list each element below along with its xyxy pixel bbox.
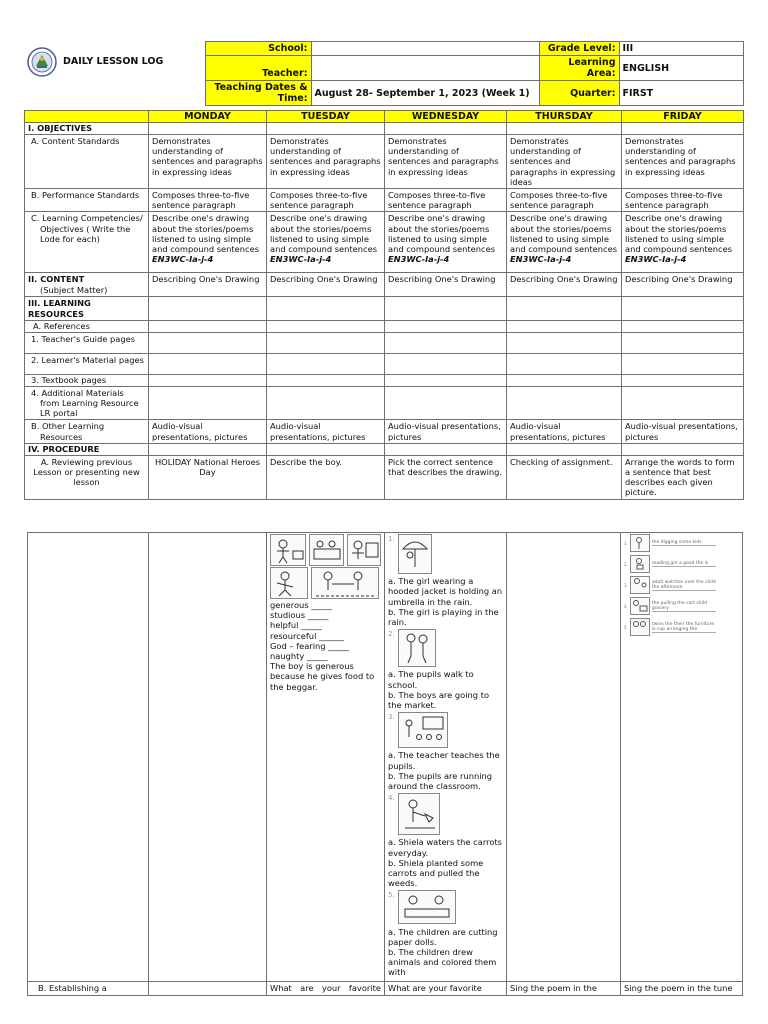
other-resources-thursday: Audio-visual presentations, pictures [507,420,622,443]
header-logo-cell [24,42,205,106]
learners-material-label: 2. Learner's Material pages [25,353,149,374]
competency-thursday: Describe one's drawing about the stories/poems listened to using simple and compound sentences EN3WC-Ia-j-4 [507,212,622,273]
other-resources-friday: Audio-visual presentations, pictures [622,420,744,443]
girl-umbrella-icon [398,534,432,574]
teacher-class-icon [398,712,448,748]
adult-child-icon [630,576,650,594]
header-table [24,41,744,106]
establishing-monday [149,981,267,995]
trait-word-2: studious _____ [270,610,329,621]
continuation-thursday [507,533,621,982]
content-standard-monday: Demonstrates understanding of sentences and paragraphs in expressing ideas [149,135,267,189]
teaching-dates-label: Teaching Dates & Time: [205,81,311,106]
additional-materials-label: 4. Additional Materials from Learning Resource LR portal [25,386,149,420]
performance-monday: Composes three-to-five sentence paragraph [149,189,267,212]
content-friday: Describing One's Drawing [622,273,744,297]
continuation-tuesday [267,533,385,982]
learning-area-value: ENGLISH [619,56,743,81]
teacher-label: Teacher: [205,56,311,81]
lesson-log-table [24,110,744,500]
performance-tuesday: Composes three-to-five sentence paragraph [267,189,385,212]
teacher-value [311,56,539,81]
content-standard-friday: Demonstrates understanding of sentences and paragraphs in expressing ideas [622,135,744,189]
day-header-tuesday: TUESDAY [267,111,385,123]
example-sentence: The boy is generous because he gives food to the beggar. [270,661,375,692]
girl-watering-icon [398,793,440,835]
performance-friday: Composes three-to-five sentence paragraph [622,189,744,212]
day-header-monday: MONDAY [149,111,267,123]
arrange-item: 4. the pulling the cart child grocery [624,597,739,615]
content-thursday: Describing One's Drawing [507,273,622,297]
learning-area-label: Learning Area: [539,56,619,81]
competency-friday: Describe one's drawing about the stories/poems listened to using simple and compound sentences EN3WC-Ia-j-4 [622,212,744,273]
question-item: 5. a. The children are cutting paper dolls. b. The children drew animals and colored them with [388,891,498,978]
day-header-thursday: THURSDAY [507,111,622,123]
boy-drawing-3-icon [347,534,381,566]
competency-monday: Describe one's drawing about the stories/poems listened to using simple and compound sentences EN3WC-Ia-j-4 [149,212,267,273]
grade-level-label: Grade Level: [539,42,619,56]
kids-digging-icon [630,534,650,552]
question-item: 1. a. The girl wearing a hooded jacket is holding an umbrella in the rain. b. The girl is playing in the rain. [388,535,503,628]
content-standards-label: A. Content Standards [25,135,149,189]
trait-word-1: generous _____ [270,600,332,610]
continuation-label-cell [28,533,149,982]
continuation-friday [621,533,743,982]
child-cart-icon [630,597,650,615]
procedure-heading: IV. PROCEDURE [25,443,149,455]
competency-tuesday: Describe one's drawing about the stories/poems listened to using simple and compound sentences EN3WC-Ia-j-4 [267,212,385,273]
performance-standards-label: B. Performance Standards [25,189,149,212]
pupils-walking-icon [398,629,436,667]
review-thursday: Checking of assignment. [507,455,622,499]
continuation-monday [149,533,267,982]
establishing-thursday: Sing the poem in the [507,981,621,995]
arrange-item: 3. adult watches over the child the afternoon [624,576,739,594]
quarter-label: Quarter: [539,81,619,106]
deped-seal-icon [27,47,57,77]
children-cutting-icon [398,890,456,924]
trait-word-4: resourceful ______ [270,630,344,641]
other-resources-monday: Audio-visual presentations, pictures [149,420,267,443]
grade-level-value: III [619,42,743,56]
establishing-tuesday: What are your favorite [267,981,385,995]
day-header-wednesday: WEDNESDAY [385,111,507,123]
arrange-item: 5. twins the their the furniture is cup arranging the [624,618,739,636]
school-label: School: [205,42,311,56]
girl-reading-icon [630,555,650,573]
question-item: 2. a. The pupils walk to school. b. The boys are going to the market. [388,630,490,711]
arrange-item: 1. the digging some kids [624,534,739,552]
performance-thursday: Composes three-to-five sentence paragraph [507,189,622,212]
resources-heading: III. LEARNING RESOURCES [25,297,149,320]
competency-wednesday: Describe one's drawing about the stories/poems listened to using simple and compound sentences EN3WC-Ia-j-4 [385,212,507,273]
teaching-dates-value: August 28- September 1, 2023 (Week 1) [311,81,539,106]
content-heading: II. CONTENT (Subject Matter) [25,273,149,297]
content-monday: Describing One's Drawing [149,273,267,297]
teachers-guide-label: 1. Teacher's Guide pages [25,332,149,353]
review-tuesday: Describe the boy. [267,455,385,499]
content-tuesday: Describing One's Drawing [267,273,385,297]
other-resources-tuesday: Audio-visual presentations, pictures [267,420,385,443]
establishing-wednesday: What are your favorite [385,981,507,995]
content-standard-thursday: Demonstrates understanding of sentences and paragraphs in expressing ideas [507,135,622,189]
procedure-continuation-table [27,532,743,996]
references-label: A. References [25,320,149,332]
reviewing-lesson-label: A. Reviewing previous Lesson or presenting new lesson [25,455,149,499]
other-resources-wednesday: Audio-visual presentations, pictures [385,420,507,443]
boy-drawing-2-icon [309,534,343,566]
review-wednesday: Pick the correct sentence that describes the drawing. [385,455,507,499]
trait-word-5: God – fearing _____ [270,640,349,651]
trait-word-3: helpful _____ [270,620,322,631]
establishing-label: B. Establishing a [28,981,149,995]
boy-drawing-5-icon [311,567,379,599]
school-value [311,42,539,56]
corner-cell [25,111,149,123]
content-standard-tuesday: Demonstrates understanding of sentences and paragraphs in expressing ideas [267,135,385,189]
competencies-label: C. Learning Competencies/ Objectives ( Write the Lode for each) [25,212,149,273]
performance-wednesday: Composes three-to-five sentence paragraph [385,189,507,212]
other-resources-label: B. Other Learning Resources [25,420,149,443]
document-title: DAILY LESSON LOG [63,56,164,67]
trait-word-6: naughty _____ [270,651,328,662]
continuation-wednesday [385,533,507,982]
boy-drawing-1-icon [270,534,306,566]
question-item: 4. a. Shiela waters the carrots everyday. b. Shiela planted some carrots and pulled the weeds. [388,794,502,889]
textbook-pages-label: 3. Textbook pages [25,374,149,386]
twins-furniture-icon [630,618,650,636]
quarter-value: FIRST [619,81,743,106]
establishing-friday: Sing the poem in the tune [621,981,743,995]
arrange-item: 2. reading girl a good the is [624,555,739,573]
content-wednesday: Describing One's Drawing [385,273,507,297]
question-item: 3. a. The teacher teaches the pupils. b. The pupils are running around the classroom. [388,713,500,792]
day-header-friday: FRIDAY [622,111,744,123]
content-standard-wednesday: Demonstrates understanding of sentences and paragraphs in expressing ideas [385,135,507,189]
review-friday: Arrange the words to form a sentence that best describes each given picture. [622,455,744,499]
boy-drawing-4-icon [270,567,308,599]
objectives-heading: I. OBJECTIVES [25,123,149,135]
review-monday: HOLIDAY National Heroes Day [149,455,267,499]
